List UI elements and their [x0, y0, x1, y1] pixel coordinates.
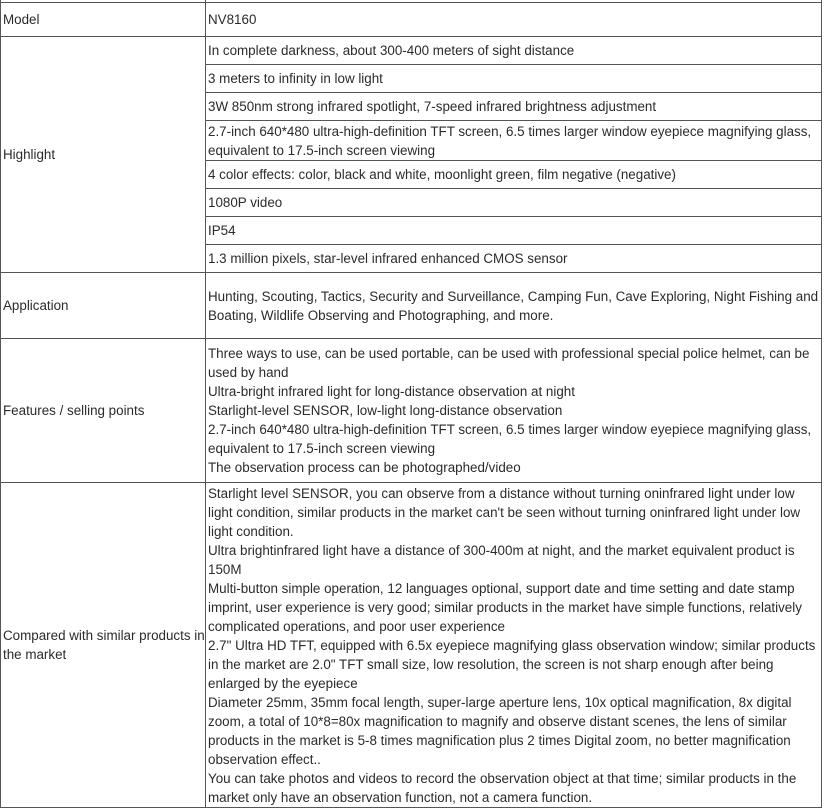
- application-value: Hunting, Scouting, Tactics, Security and Surveillance, Camping Fun, Cave Exploring, Night Fishing and Boating, Wildlife Observing and Photographing, and more.: [206, 273, 822, 339]
- highlight-item: 1.3 million pixels, star-level infrared enhanced CMOS sensor: [206, 245, 822, 273]
- highlight-label: Highlight: [1, 37, 206, 273]
- features-line: Starlight-level SENSOR, low-light long-distance observation: [208, 403, 563, 418]
- compared-line: Multi-button simple operation, 12 languages optional, support date and time setting and date stamp imprint, user experience is very good; similar products in the market have simple functions, relatively complicated operations, and poor user experience: [208, 580, 802, 634]
- table-row-highlight-1: [1, 37, 822, 65]
- highlight-item: In complete darkness, about 300-400 meters of sight distance: [206, 37, 822, 65]
- table-row-compared: [1, 483, 822, 808]
- features-value: [206, 339, 822, 483]
- features-line: 2.7-inch 640*480 ultra-high-definition TFT screen, 6.5 times larger window eyepiece magnifying glass, equivalent to 17.5-inch screen viewing: [208, 422, 812, 456]
- highlight-item: 4 color effects: color, black and white, moonlight green, film negative (negative): [206, 161, 822, 189]
- compared-line: Diameter 25mm, 35mm focal length, super-large aperture lens, 10x optical magnification, 8x digital zoom, a total of 10*8=80x magnification to magnify and observe distant scenes, the lens of similar products in the market is 5-8 times magnification plus 2 times Digital zoom, no better magnification observation effect..: [208, 694, 792, 767]
- features-line: Ultra-bright infrared light for long-distance observation at night: [208, 384, 575, 399]
- model-value: NV8160: [206, 3, 822, 37]
- application-label: Application: [1, 273, 206, 339]
- compared-value: [206, 483, 822, 808]
- highlight-item: 3 meters to infinity in low light: [206, 65, 822, 93]
- model-label: Model: [1, 3, 206, 37]
- table-row-model: [1, 3, 822, 37]
- compared-line: 2.7" Ultra HD TFT, equipped with 6.5x eyepiece magnifying glass observation window; similar products in the market are 2.0" TFT small size, low resolution, the screen is not sharp enough after being enlarged by the eyepiece: [208, 637, 816, 691]
- highlight-item: IP54: [206, 217, 822, 245]
- features-line: Three ways to use, can be used portable, can be used with professional special police helmet, can be used by hand: [208, 346, 810, 380]
- compared-label: Compared with similar products in the market: [1, 483, 206, 808]
- features-label: Features / selling points: [1, 339, 206, 483]
- highlight-item: 2.7-inch 640*480 ultra-high-definition TFT screen, 6.5 times larger window eyepiece magnifying glass, equivalent to 17.5-inch screen viewing: [206, 121, 822, 161]
- highlight-item: 3W 850nm strong infrared spotlight, 7-speed infrared brightness adjustment: [206, 93, 822, 121]
- compared-line: You can take photos and videos to record the observation object at that time; similar products in the market only have an observation function, not a camera function.: [208, 770, 797, 805]
- highlight-item: 1080P video: [206, 189, 822, 217]
- compared-line: Starlight level SENSOR, you can observe from a distance without turning oninfrared light under low light condition, similar products in the market can't be seen without turning oninfrared light under low light condition.: [208, 485, 801, 539]
- features-line: The observation process can be photographed/video: [208, 460, 521, 475]
- compared-line: Ultra brightinfrared light have a distance of 300-400m at night, and the market equivalent product is 150M: [208, 542, 795, 577]
- table-row-features: [1, 339, 822, 483]
- table-row-application: [1, 273, 822, 339]
